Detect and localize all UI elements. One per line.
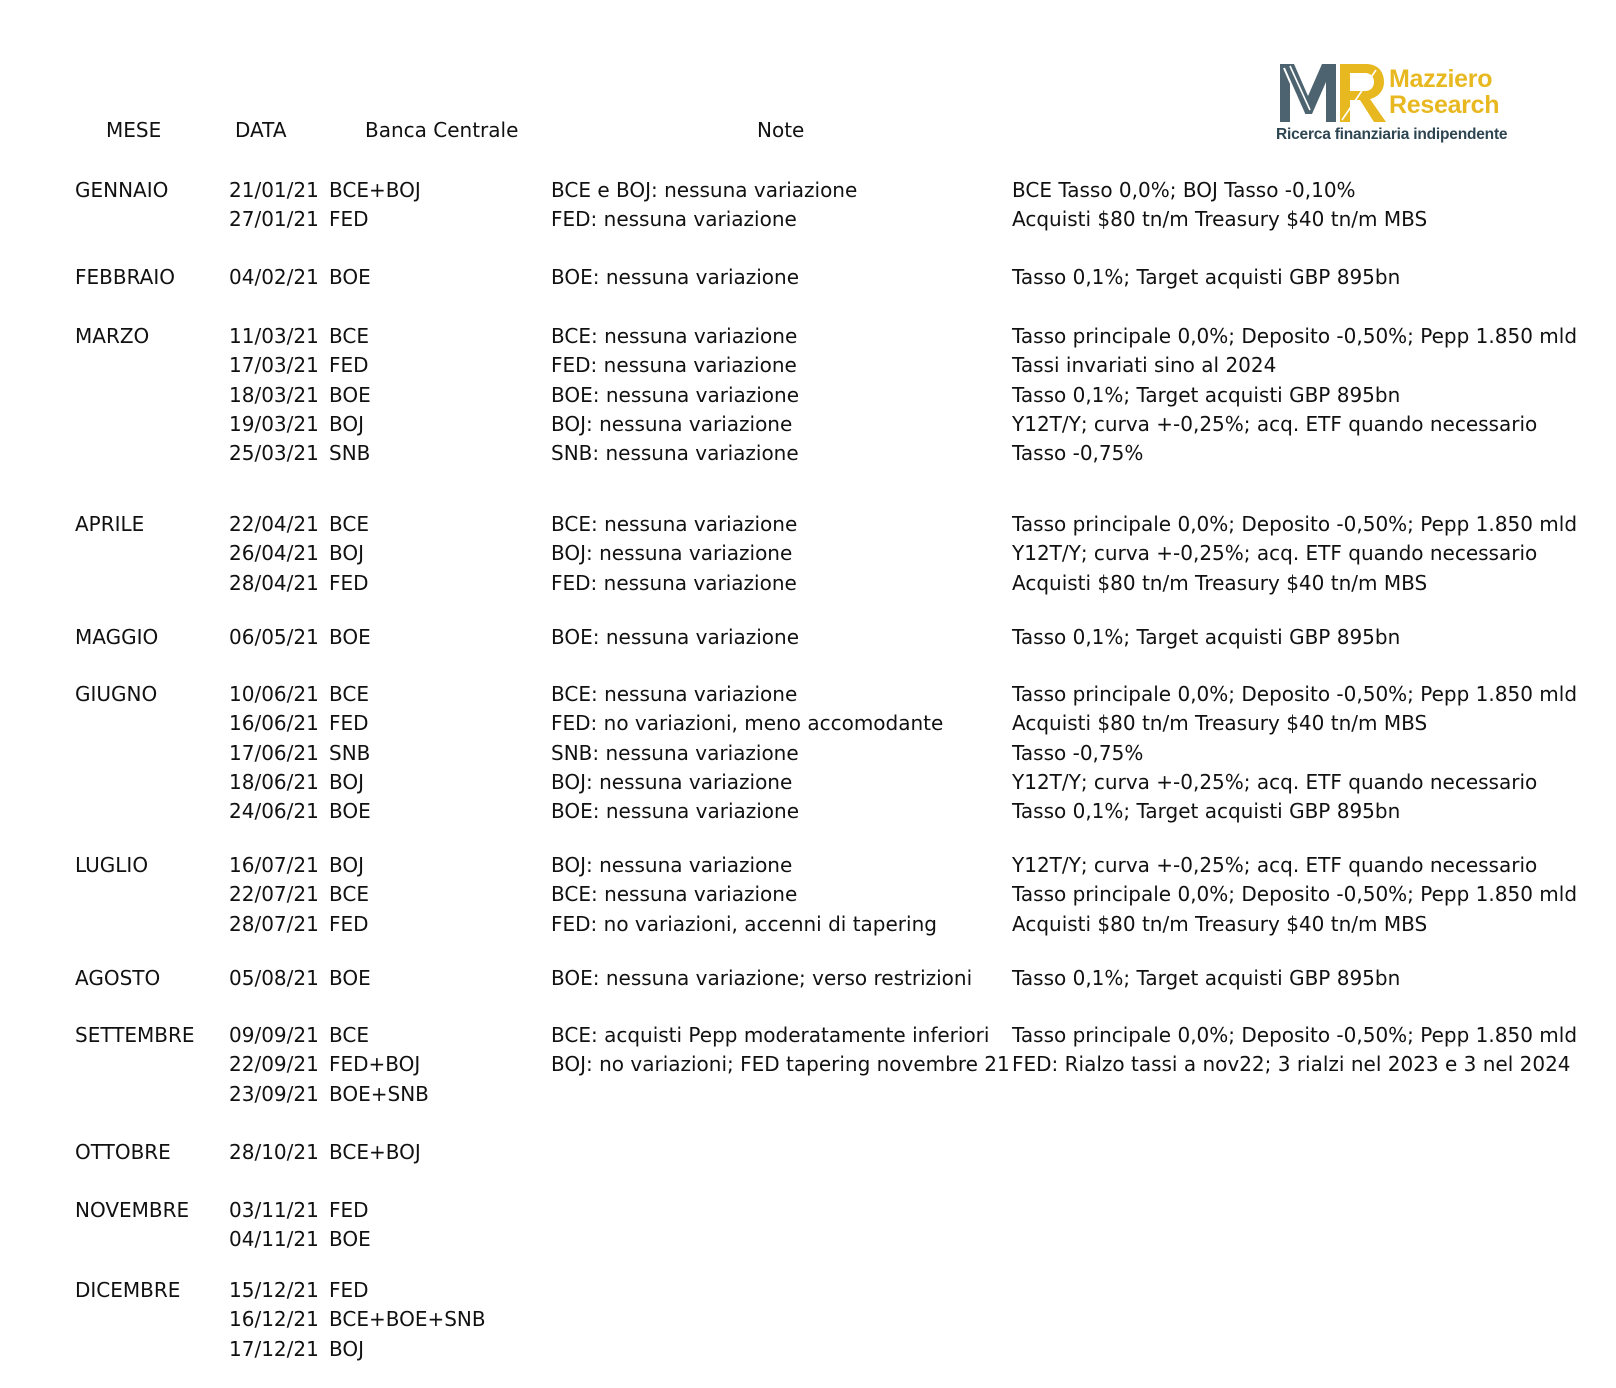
row-central-bank: BCE <box>329 1023 369 1047</box>
month-name: MARZO <box>75 324 150 348</box>
row-detail: Tasso principale 0,0%; Deposito -0,50%; Pepp 1.850 mld <box>1012 1023 1578 1047</box>
month-name: SETTEMBRE <box>75 1023 195 1047</box>
row-detail: Acquisti $80 tn/m Treasury $40 tn/m MBS <box>1012 207 1428 232</box>
row-central-bank: BCE+BOJ <box>329 1140 421 1164</box>
month-name: AGOSTO <box>75 966 161 990</box>
month-group <box>0 176 1616 235</box>
row-central-bank: BOJ <box>329 541 365 566</box>
row-detail: Tasso principale 0,0%; Deposito -0,50%; Pepp 1.850 mld <box>1012 882 1578 907</box>
row-detail: Y12T/Y; curva +-0,25%; acq. ETF quando necessario <box>1012 769 1538 794</box>
table-row <box>0 1305 1616 1334</box>
row-detail: Tasso 0,1%; Target acquisti GBP 895bn <box>1012 625 1401 649</box>
table-row <box>0 680 1616 709</box>
row-date: 28/10/21 <box>229 1140 319 1164</box>
logo-brand-text: Mazziero Research <box>1389 65 1500 119</box>
row-detail: Tasso 0,1%; Target acquisti GBP 895bn <box>1012 265 1401 289</box>
row-central-bank: BCE <box>329 512 369 536</box>
row-detail: Tasso principale 0,0%; Deposito -0,50%; Pepp 1.850 mld <box>1012 324 1578 348</box>
month-group <box>0 1196 1616 1255</box>
row-detail: Tasso 0,1%; Target acquisti GBP 895bn <box>1012 966 1401 990</box>
row-note: BOE: nessuna variazione <box>551 265 800 289</box>
row-detail: Acquisti $80 tn/m Treasury $40 tn/m MBS <box>1012 570 1428 595</box>
row-central-bank: BCE <box>329 882 369 907</box>
row-note: FED: nessuna variazione <box>551 207 797 232</box>
row-date: 06/05/21 <box>229 625 319 649</box>
table-row <box>0 1021 1616 1050</box>
row-note: BOJ: nessuna variazione <box>551 769 793 794</box>
month-name: GENNAIO <box>75 178 169 202</box>
month-name: APRILE <box>75 512 145 536</box>
row-date: 17/12/21 <box>229 1336 319 1361</box>
row-date: 04/02/21 <box>229 265 319 289</box>
row-date: 19/03/21 <box>229 411 319 436</box>
table-row <box>0 1138 1616 1167</box>
row-central-bank: BOJ <box>329 411 365 436</box>
table-row <box>0 880 1616 909</box>
table-row <box>0 1276 1616 1305</box>
row-note: BCE: nessuna variazione <box>551 512 798 536</box>
row-note: FED: nessuna variazione <box>551 353 797 378</box>
row-detail: BCE Tasso 0,0%; BOJ Tasso -0,10% <box>1012 178 1356 202</box>
row-central-bank: BOE <box>329 382 371 407</box>
row-note: BCE e BOJ: nessuna variazione <box>551 178 858 202</box>
row-note: BOE: nessuna variazione; verso restrizioni <box>551 966 973 990</box>
row-detail: Tasso 0,1%; Target acquisti GBP 895bn <box>1012 799 1401 824</box>
header-mese: MESE <box>106 118 162 142</box>
row-central-bank: BOJ <box>329 1336 365 1361</box>
header-note: Note <box>757 118 805 142</box>
row-date: 22/07/21 <box>229 882 319 907</box>
row-note: BCE: nessuna variazione <box>551 324 798 348</box>
month-name: FEBBRAIO <box>75 265 175 289</box>
row-note: BCE: nessuna variazione <box>551 682 798 706</box>
row-central-bank: BOE <box>329 799 371 824</box>
row-central-bank: BOE <box>329 625 371 649</box>
row-detail: Tasso 0,1%; Target acquisti GBP 895bn <box>1012 382 1401 407</box>
row-note: BOE: nessuna variazione <box>551 625 800 649</box>
row-date: 28/07/21 <box>229 911 319 936</box>
table-row <box>0 410 1616 439</box>
row-note: BOJ: nessuna variazione <box>551 541 793 566</box>
row-central-bank: FED <box>329 1278 369 1302</box>
month-group <box>0 510 1616 598</box>
row-detail: Tasso principale 0,0%; Deposito -0,50%; Pepp 1.850 mld <box>1012 512 1578 536</box>
row-note: BOJ: nessuna variazione <box>551 853 793 877</box>
month-group <box>0 1138 1616 1167</box>
row-note: BOE: nessuna variazione <box>551 799 800 824</box>
mr-monogram-icon <box>1276 60 1388 124</box>
row-note: FED: no variazioni, meno accomodante <box>551 711 944 736</box>
month-group <box>0 680 1616 826</box>
mazziero-research-logo <box>1276 60 1536 148</box>
table-row <box>0 964 1616 993</box>
table-row <box>0 623 1616 652</box>
row-date: 10/06/21 <box>229 682 319 706</box>
table-row <box>0 797 1616 826</box>
table-row <box>0 851 1616 880</box>
header-banca-centrale: Banca Centrale <box>365 118 519 142</box>
row-note: FED: no variazioni, accenni di tapering <box>551 911 937 936</box>
month-name: GIUGNO <box>75 682 158 706</box>
table-row <box>0 176 1616 205</box>
row-date: 05/08/21 <box>229 966 319 990</box>
month-group <box>0 964 1616 993</box>
row-date: 27/01/21 <box>229 207 319 232</box>
row-date: 22/04/21 <box>229 512 319 536</box>
row-central-bank: BCE <box>329 682 369 706</box>
row-central-bank: FED <box>329 1198 369 1222</box>
table-row <box>0 381 1616 410</box>
table-row <box>0 739 1616 768</box>
row-central-bank: FED <box>329 711 369 736</box>
row-date: 26/04/21 <box>229 541 319 566</box>
row-central-bank: FED <box>329 570 369 595</box>
row-date: 04/11/21 <box>229 1227 319 1252</box>
row-date: 03/11/21 <box>229 1198 319 1222</box>
row-central-bank: BCE+BOE+SNB <box>329 1307 486 1332</box>
row-central-bank: BOJ <box>329 853 365 877</box>
logo-tagline: Ricerca finanziaria indipendente <box>1276 126 1508 143</box>
row-central-bank: BOE <box>329 265 371 289</box>
row-central-bank: FED <box>329 911 369 936</box>
table-row <box>0 510 1616 539</box>
table-row <box>0 351 1616 380</box>
row-detail: Acquisti $80 tn/m Treasury $40 tn/m MBS <box>1012 711 1428 736</box>
row-date: 16/07/21 <box>229 853 319 877</box>
row-central-bank: BOE <box>329 966 371 990</box>
row-date: 17/03/21 <box>229 353 319 378</box>
header-data: DATA <box>235 118 287 142</box>
row-date: 09/09/21 <box>229 1023 319 1047</box>
month-name: DICEMBRE <box>75 1278 181 1302</box>
row-note: SNB: nessuna variazione <box>551 441 799 466</box>
row-date: 21/01/21 <box>229 178 319 202</box>
table-row <box>0 1225 1616 1254</box>
row-central-bank: BOE+SNB <box>329 1081 429 1106</box>
row-central-bank: FED <box>329 353 369 378</box>
row-central-bank: BCE <box>329 324 369 348</box>
row-central-bank: FED <box>329 207 369 232</box>
table-row <box>0 768 1616 797</box>
row-note: BCE: acquisti Pepp moderatamente inferiori <box>551 1023 990 1047</box>
row-detail: Tassi invariati sino al 2024 <box>1012 353 1277 378</box>
row-date: 11/03/21 <box>229 324 319 348</box>
row-date: 17/06/21 <box>229 740 319 765</box>
row-date: 23/09/21 <box>229 1081 319 1106</box>
row-date: 25/03/21 <box>229 441 319 466</box>
month-name: MAGGIO <box>75 625 159 649</box>
row-central-bank: FED+BOJ <box>329 1052 421 1077</box>
table-row <box>0 1080 1616 1109</box>
row-central-bank: BOE <box>329 1227 371 1252</box>
row-detail: Y12T/Y; curva +-0,25%; acq. ETF quando necessario <box>1012 853 1538 877</box>
table-row <box>0 569 1616 598</box>
row-date: 22/09/21 <box>229 1052 319 1077</box>
row-note: BCE: nessuna variazione <box>551 882 798 907</box>
row-date: 24/06/21 <box>229 799 319 824</box>
table-row <box>0 709 1616 738</box>
table-row <box>0 1335 1616 1364</box>
month-group <box>0 1021 1616 1109</box>
row-date: 28/04/21 <box>229 570 319 595</box>
month-name: OTTOBRE <box>75 1140 171 1164</box>
row-note: BOE: nessuna variazione <box>551 382 800 407</box>
table-row <box>0 439 1616 468</box>
row-date: 18/03/21 <box>229 382 319 407</box>
row-date: 15/12/21 <box>229 1278 319 1302</box>
row-date: 18/06/21 <box>229 769 319 794</box>
row-detail: Acquisti $80 tn/m Treasury $40 tn/m MBS <box>1012 911 1428 936</box>
row-detail: Tasso -0,75% <box>1012 441 1144 466</box>
row-central-bank: BOJ <box>329 769 365 794</box>
row-date: 16/06/21 <box>229 711 319 736</box>
table-row <box>0 910 1616 939</box>
table-row <box>0 1196 1616 1225</box>
row-note: BOJ: no variazioni; FED tapering novembre 21 <box>551 1052 1010 1077</box>
row-detail: Y12T/Y; curva +-0,25%; acq. ETF quando necessario <box>1012 541 1538 566</box>
row-note: BOJ: nessuna variazione <box>551 411 793 436</box>
row-detail: Y12T/Y; curva +-0,25%; acq. ETF quando necessario <box>1012 411 1538 436</box>
table-row <box>0 539 1616 568</box>
row-central-bank: SNB <box>329 740 371 765</box>
month-group <box>0 623 1616 652</box>
row-detail: Tasso principale 0,0%; Deposito -0,50%; Pepp 1.850 mld <box>1012 682 1578 706</box>
row-central-bank: SNB <box>329 441 371 466</box>
table-row <box>0 205 1616 234</box>
table-row <box>0 322 1616 351</box>
row-detail: FED: Rialzo tassi a nov22; 3 rialzi nel 2023 e 3 nel 2024 <box>1012 1052 1571 1077</box>
row-date: 16/12/21 <box>229 1307 319 1332</box>
month-group <box>0 851 1616 939</box>
month-name: LUGLIO <box>75 853 149 877</box>
month-group <box>0 263 1616 292</box>
month-group <box>0 1276 1616 1364</box>
row-central-bank: BCE+BOJ <box>329 178 421 202</box>
table-row <box>0 263 1616 292</box>
month-group <box>0 322 1616 468</box>
month-name: NOVEMBRE <box>75 1198 190 1222</box>
table-row <box>0 1050 1616 1079</box>
row-detail: Tasso -0,75% <box>1012 740 1144 765</box>
row-note: FED: nessuna variazione <box>551 570 797 595</box>
row-note: SNB: nessuna variazione <box>551 740 799 765</box>
